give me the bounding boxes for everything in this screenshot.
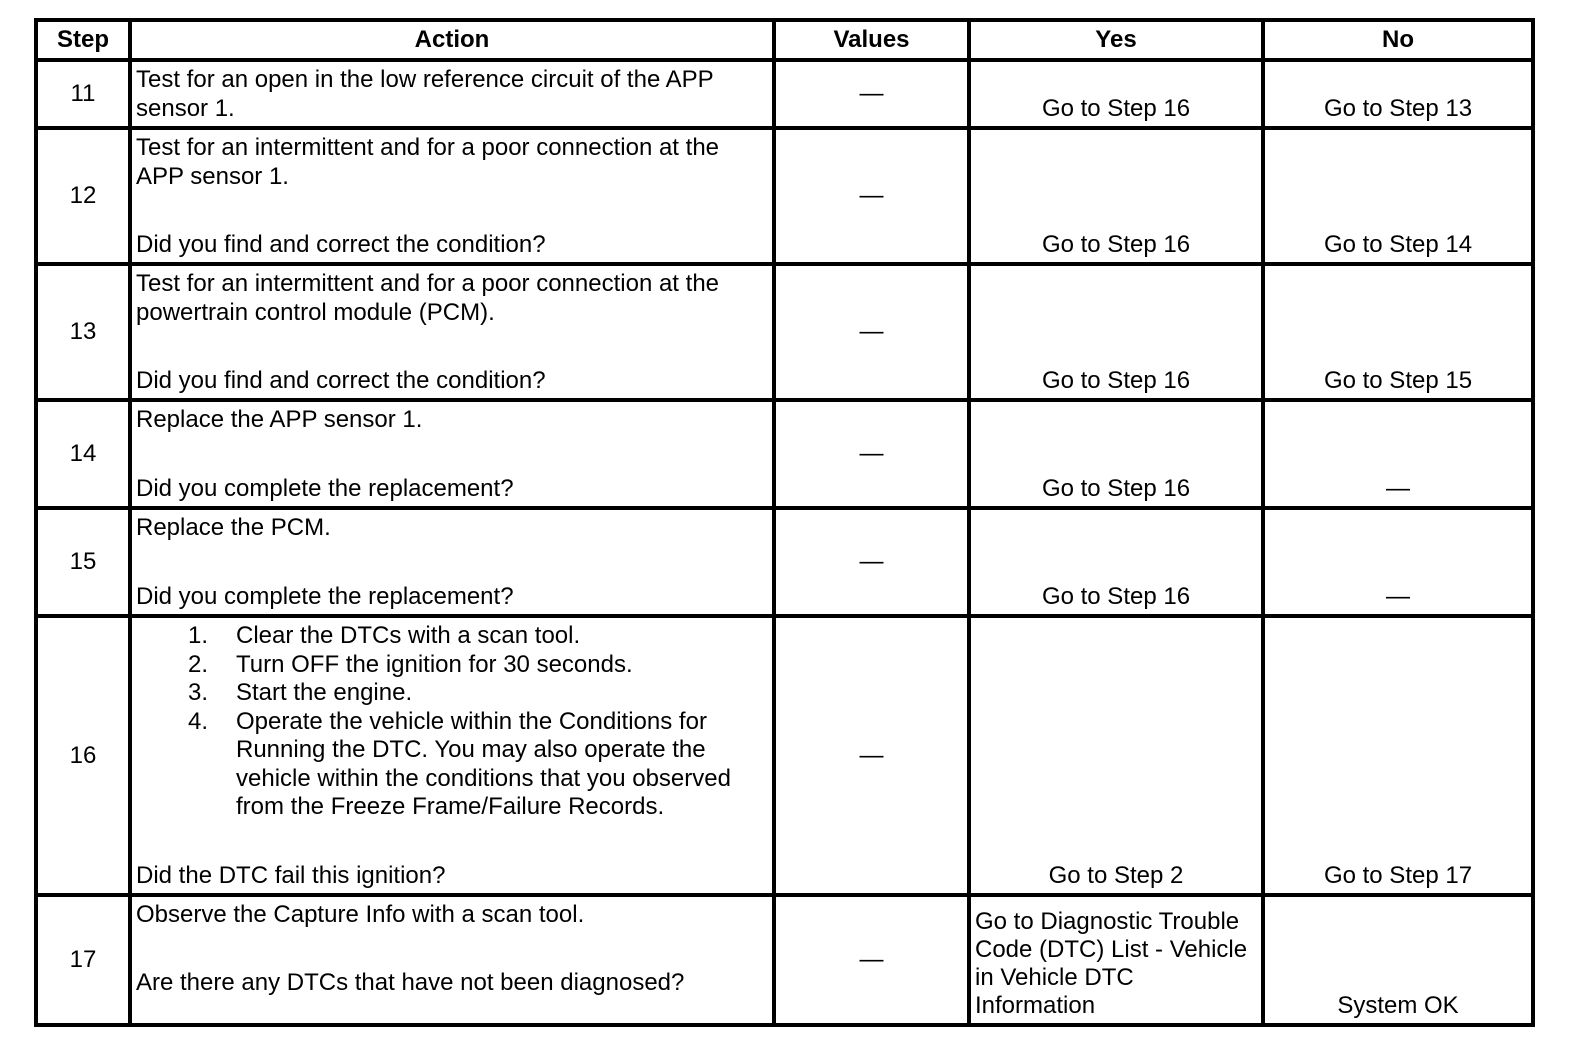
list-text: Clear the DTCs with a scan tool. <box>236 622 581 649</box>
step-number: 16 <box>36 616 130 895</box>
action-text: Test for an intermittent and for a poor connection at the APP sensor 1. <box>136 134 720 190</box>
step-number: 14 <box>36 400 130 508</box>
action-cell <box>130 400 774 508</box>
table-row <box>36 128 1533 264</box>
action-cell <box>130 60 774 128</box>
yes-cell <box>969 400 1263 508</box>
table-row <box>36 400 1533 508</box>
table-row <box>36 264 1533 400</box>
table-row <box>36 508 1533 616</box>
action-text: Test for an open in the low reference circuit of the APP sensor 1. <box>136 66 714 122</box>
no-cell <box>1263 895 1533 1025</box>
yes-cell <box>969 128 1263 264</box>
header-action: Action <box>130 20 774 60</box>
step-number: 11 <box>36 60 130 128</box>
no-cell <box>1263 60 1533 128</box>
diagnostic-table <box>34 18 1535 1027</box>
list-item <box>188 622 768 651</box>
list-item <box>188 651 768 680</box>
yes-cell <box>969 508 1263 616</box>
header-no: No <box>1263 20 1533 60</box>
list-item <box>188 708 768 822</box>
values-cell: — <box>774 60 969 128</box>
yes-text: Go to Step 2 <box>1048 862 1184 889</box>
action-cell <box>130 264 774 400</box>
list-text: Turn OFF the ignition for 30 seconds. <box>236 650 633 678</box>
yes-text: Go to Step 16 <box>1041 231 1191 258</box>
values-cell: — <box>774 508 969 616</box>
no-text: System OK <box>1337 992 1459 1019</box>
action-cell <box>130 508 774 616</box>
no-text: Go to Step 15 <box>1323 367 1473 394</box>
no-cell <box>1263 400 1533 508</box>
yes-text: Go to Step 16 <box>1041 475 1191 502</box>
values-cell: — <box>774 895 969 1025</box>
step-number: 15 <box>36 508 130 616</box>
action-question: Did the DTC fail this ignition? <box>136 861 446 889</box>
action-cell <box>130 616 774 895</box>
list-number: 2. <box>188 650 209 678</box>
no-text: — <box>1386 583 1410 610</box>
action-cell <box>130 895 774 1025</box>
yes-cell <box>969 895 1263 1025</box>
step-number: 12 <box>36 128 130 264</box>
action-question: Did you complete the replacement? <box>136 474 514 502</box>
action-text: Test for an intermittent and for a poor connection at the powertrain control module (PCM). <box>136 270 720 326</box>
yes-text: Go to Step 16 <box>1041 583 1191 610</box>
no-text: Go to Step 13 <box>1323 95 1473 122</box>
action-steps-list <box>136 622 768 822</box>
values-cell: — <box>774 400 969 508</box>
step-number: 13 <box>36 264 130 400</box>
header-row <box>36 20 1533 60</box>
yes-text: Go to Diagnostic Trouble Code (DTC) List - Vehicle in Vehicle DTC Information <box>975 908 1248 1019</box>
no-text: Go to Step 17 <box>1323 862 1473 889</box>
yes-cell <box>969 616 1263 895</box>
header-step: Step <box>36 20 130 60</box>
action-question: Did you complete the replacement? <box>136 582 514 610</box>
yes-cell <box>969 60 1263 128</box>
list-number: 1. <box>188 622 209 649</box>
yes-text: Go to Step 16 <box>1041 367 1191 394</box>
yes-cell <box>969 264 1263 400</box>
values-cell: — <box>774 264 969 400</box>
no-cell <box>1263 264 1533 400</box>
list-text: Operate the vehicle within the Conditions for Running the DTC. You may also operate the vehicle within the conditions that you observed from the Freeze Frame/Failure Records. <box>236 707 731 820</box>
no-cell <box>1263 128 1533 264</box>
list-number: 3. <box>188 679 209 706</box>
table-row <box>36 616 1533 895</box>
action-question: Are there any DTCs that have not been diagnosed? <box>136 968 685 996</box>
list-number: 4. <box>188 707 209 735</box>
no-cell <box>1263 508 1533 616</box>
action-cell <box>130 128 774 264</box>
list-item <box>188 679 768 708</box>
action-question: Did you find and correct the condition? <box>136 366 546 394</box>
action-text: Replace the APP sensor 1. <box>136 406 423 433</box>
list-text: Start the engine. <box>236 679 413 706</box>
action-text: Observe the Capture Info with a scan tool. <box>136 901 585 928</box>
action-question: Did you find and correct the condition? <box>136 230 546 258</box>
table-row <box>36 60 1533 128</box>
step-number: 17 <box>36 895 130 1025</box>
values-cell: — <box>774 616 969 895</box>
no-cell <box>1263 616 1533 895</box>
values-cell: — <box>774 128 969 264</box>
action-text: Replace the PCM. <box>136 514 331 541</box>
header-yes: Yes <box>969 20 1263 60</box>
table-row <box>36 895 1533 1025</box>
yes-text: Go to Step 16 <box>1041 95 1191 122</box>
header-values: Values <box>774 20 969 60</box>
no-text: — <box>1386 475 1410 502</box>
no-text: Go to Step 14 <box>1323 231 1473 258</box>
